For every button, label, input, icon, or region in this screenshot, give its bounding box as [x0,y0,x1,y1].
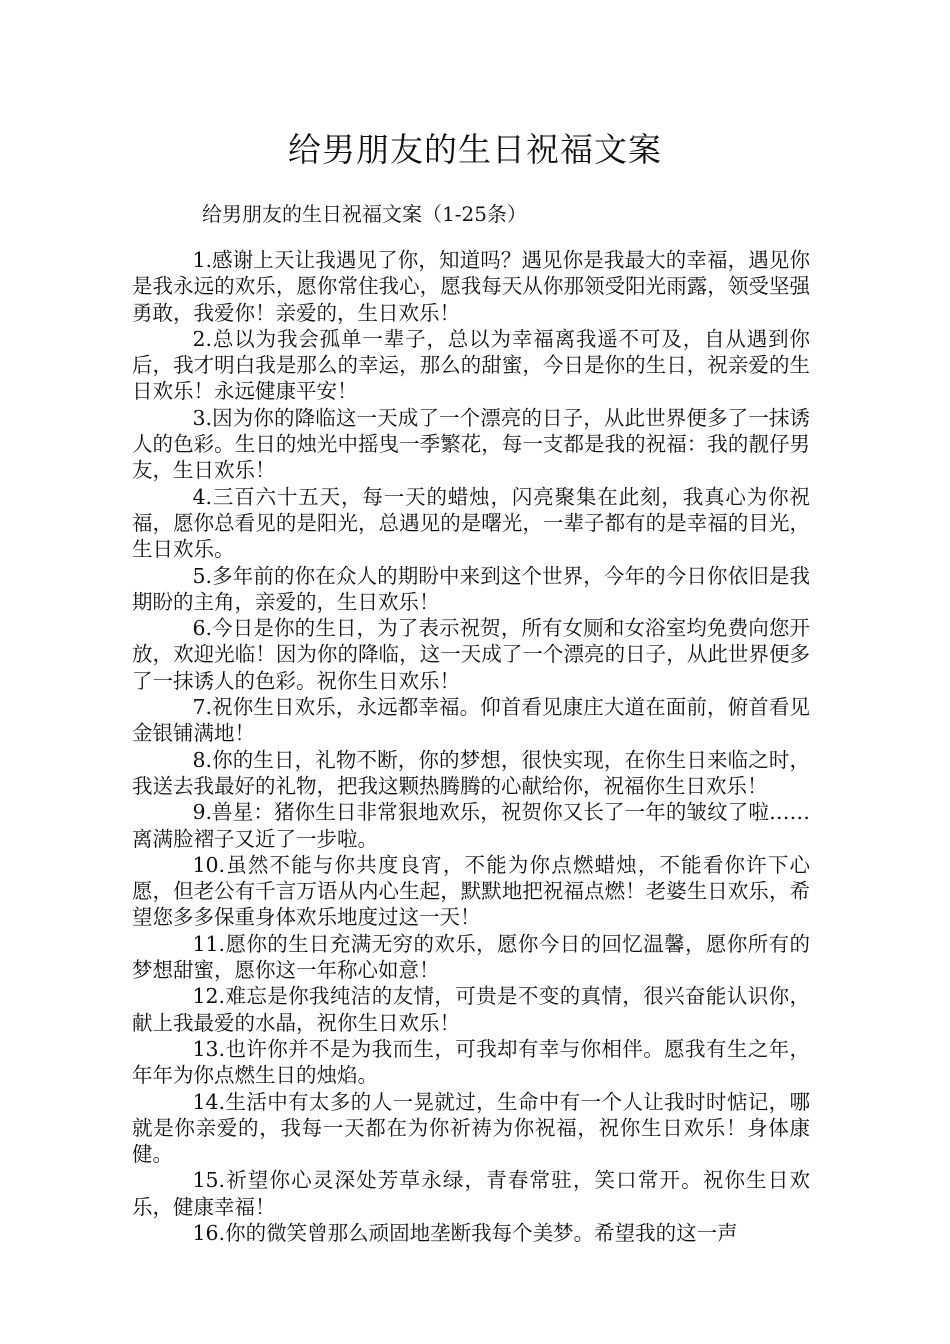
paragraph-1: 1.感谢上天让我遇见了你，知道吗？遇见你是我最大的幸福，遇见你是我永远的欢乐，愿你常住我心，愿我每天从你那领受阳光雨露，领受坚强勇敢，我爱你！亲爱的，生日欢乐！ [132,248,810,325]
document-body [132,247,810,1246]
paragraph-9: 9.兽星：猪你生日非常狠地欢乐，祝贺你又长了一年的皱纹了啦……离满脸褶子又近了一步啦。 [132,800,810,851]
document-subtitle: 给男朋友的生日祝福文案（1-25条） [202,202,527,226]
document-title: 给男朋友的生日祝福文案 [288,130,662,169]
paragraph-5: 5.多年前的你在众人的期盼中来到这个世界，今年的今日你依旧是我期盼的主角，亲爱的，生日欢乐！ [132,563,810,614]
paragraph-10: 10.虽然不能与你共度良宵，不能为你点燃蜡烛，不能看你许下心愿，但老公有千言万语从内心生起，默默地把祝福点燃！老婆生日欢乐，希望您多多保重身体欢乐地度过这一天！ [132,852,810,930]
paragraph-4: 4.三百六十五天，每一天的蜡烛，闪亮聚集在此刻，我真心为你祝福，愿你总看见的是阳光，总遇见的是曙光，一辈子都有的是幸福的目光，生日欢乐。 [132,484,810,562]
paragraph-2: 2.总以为我会孤单一辈子，总以为幸福离我遥不可及，自从遇到你后，我才明白我是那么的幸运，那么的甜蜜，今日是你的生日，祝亲爱的生日欢乐！永远健康平安！ [132,326,810,404]
paragraph-6: 6.今日是你的生日，为了表示祝贺，所有女厕和女浴室均免费向您开放，欢迎光临！因为你的降临，这一天成了一个漂亮的日子，从此世界便多了一抹诱人的色彩。祝你生日欢乐！ [132,616,810,693]
paragraph-8: 8.你的生日，礼物不断，你的梦想，很快实现，在你生日来临之时，我送去我最好的礼物，把我这颗热腾腾的心献给你，祝福你生日欢乐！ [132,747,810,798]
paragraph-14: 14.生活中有太多的人一晃就过，生命中有一个人让我时时惦记，哪就是你亲爱的，我每一天都在为你祈祷为你祝福，祝你生日欢乐！身体康健。 [132,1089,810,1167]
paragraph-13: 13.也许你并不是为我而生，可我却有幸与你相伴。愿我有生之年，年年为你点燃生日的烛焰。 [132,1036,810,1088]
paragraph-3: 3.因为你的降临这一天成了一个漂亮的日子，从此世界便多了一抹诱人的色彩。生日的烛光中摇曳一季繁花，每一支都是我的祝福：我的靓仔男友，生日欢乐！ [132,405,810,483]
paragraph-11: 11.愿你的生日充满无穷的欢乐，愿你今日的回忆温馨，愿你所有的梦想甜蜜，愿你这一年称心如意！ [132,931,810,983]
paragraph-16: 16.你的微笑曾那么顽固地垄断我每个美梦。希望我的这一声 [192,1220,738,1245]
paragraph-12: 12.难忘是你我纯洁的友情，可贵是不变的真情，很兴奋能认识你，献上我最爱的水晶，祝你生日欢乐！ [132,984,810,1035]
paragraph-7: 7.祝你生日欢乐，永远都幸福。仰首看见康庄大道在面前，俯首看见金银铺满地！ [132,695,810,746]
paragraph-15: 15.祈望你心灵深处芳草永绿，青春常驻，笑口常开。祝你生日欢乐，健康幸福！ [132,1168,810,1219]
